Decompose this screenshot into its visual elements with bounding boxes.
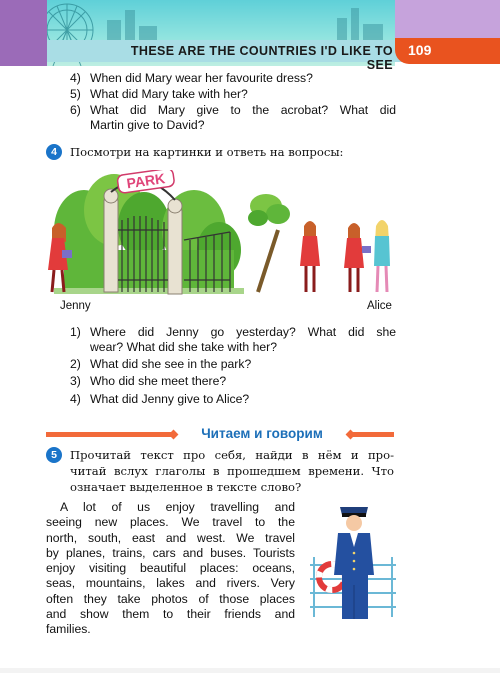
section-heading — [46, 427, 394, 439]
question-text: Who did she meet there? — [90, 374, 227, 388]
jenny-figure-tree — [300, 221, 320, 292]
passage-line: seeing new places. We travel to the — [46, 515, 295, 530]
page-bottom-edge — [0, 668, 500, 673]
question-text: What did Mary give to the acrobat? What did — [90, 103, 396, 117]
question-text: When did Mary wear her favourite dress? — [90, 71, 313, 85]
passage-line: A lot of us enjoy travelling and — [60, 500, 295, 514]
task-number-badge: 5 — [46, 447, 62, 463]
page-header — [0, 0, 500, 72]
question-text-continued: wear? What did she take with her? — [90, 340, 277, 354]
passage-line: enjoy visiting beautiful places: oceans, — [46, 561, 295, 576]
question-number: 2) — [70, 357, 81, 371]
task-instruction-line: Прочитай текст про себя, найди в нём и про- — [70, 448, 394, 462]
question-text: What did she see in the park? — [90, 357, 252, 371]
question-number: 5) — [70, 87, 81, 101]
park-sign-text: PARK — [125, 170, 167, 192]
passage-line: and show them to their friends and — [46, 607, 295, 622]
question-text: What did Mary take with her? — [90, 87, 248, 101]
page-number: 109 — [408, 42, 432, 58]
passage-line: seas, mountains, lakes and rivers. Very — [46, 576, 295, 591]
running-head-title: THESE ARE THE COUNTRIES I'D LIKE TO SEE — [130, 44, 393, 72]
task-instruction-line: читай вслух глаголы в прошедшем времени. Что — [70, 464, 394, 478]
task-instruction: Посмотри на картинки и ответь на вопросы: — [70, 145, 344, 159]
question-number: 4) — [70, 71, 81, 85]
header-lilac-block — [395, 0, 500, 40]
gate-pillar-right — [168, 210, 182, 294]
alice-figure — [374, 220, 390, 292]
section-title: Читаем и говорим — [174, 426, 350, 442]
park-sign — [117, 170, 175, 194]
question-number: 1) — [70, 325, 81, 339]
task-number-badge: 4 — [46, 144, 62, 160]
question-number: 3) — [70, 374, 81, 388]
jenny-figure-gift — [344, 223, 371, 292]
passage-line: north, south, east and west. We travel — [46, 530, 295, 545]
passage-line: by planes, trains, cars and buses. Tourists — [46, 545, 295, 560]
question-number: 6) — [70, 103, 81, 117]
tree — [248, 194, 290, 292]
header-purple-block — [0, 0, 47, 66]
question-number: 4) — [70, 392, 81, 406]
task-instruction-line: означает выделенное в тексте слово? — [70, 480, 302, 494]
gate-pillar-left — [104, 200, 118, 292]
question-text: What did Jenny give to Alice? — [90, 392, 250, 406]
pillar-ball-right — [168, 199, 182, 213]
label-alice: Alice — [367, 300, 392, 312]
question-text: Where did Jenny go yesterday? What did she — [90, 325, 396, 339]
park-illustration — [44, 170, 400, 300]
captain-figure — [334, 507, 374, 619]
passage-line: often they take photos of those places — [46, 591, 295, 606]
ship-captain-illustration — [310, 495, 396, 623]
label-jenny: Jenny — [60, 300, 91, 312]
passage-line: families. — [46, 622, 91, 637]
reading-passage — [46, 500, 295, 638]
question-text-continued: Martin give to David? — [90, 118, 205, 132]
